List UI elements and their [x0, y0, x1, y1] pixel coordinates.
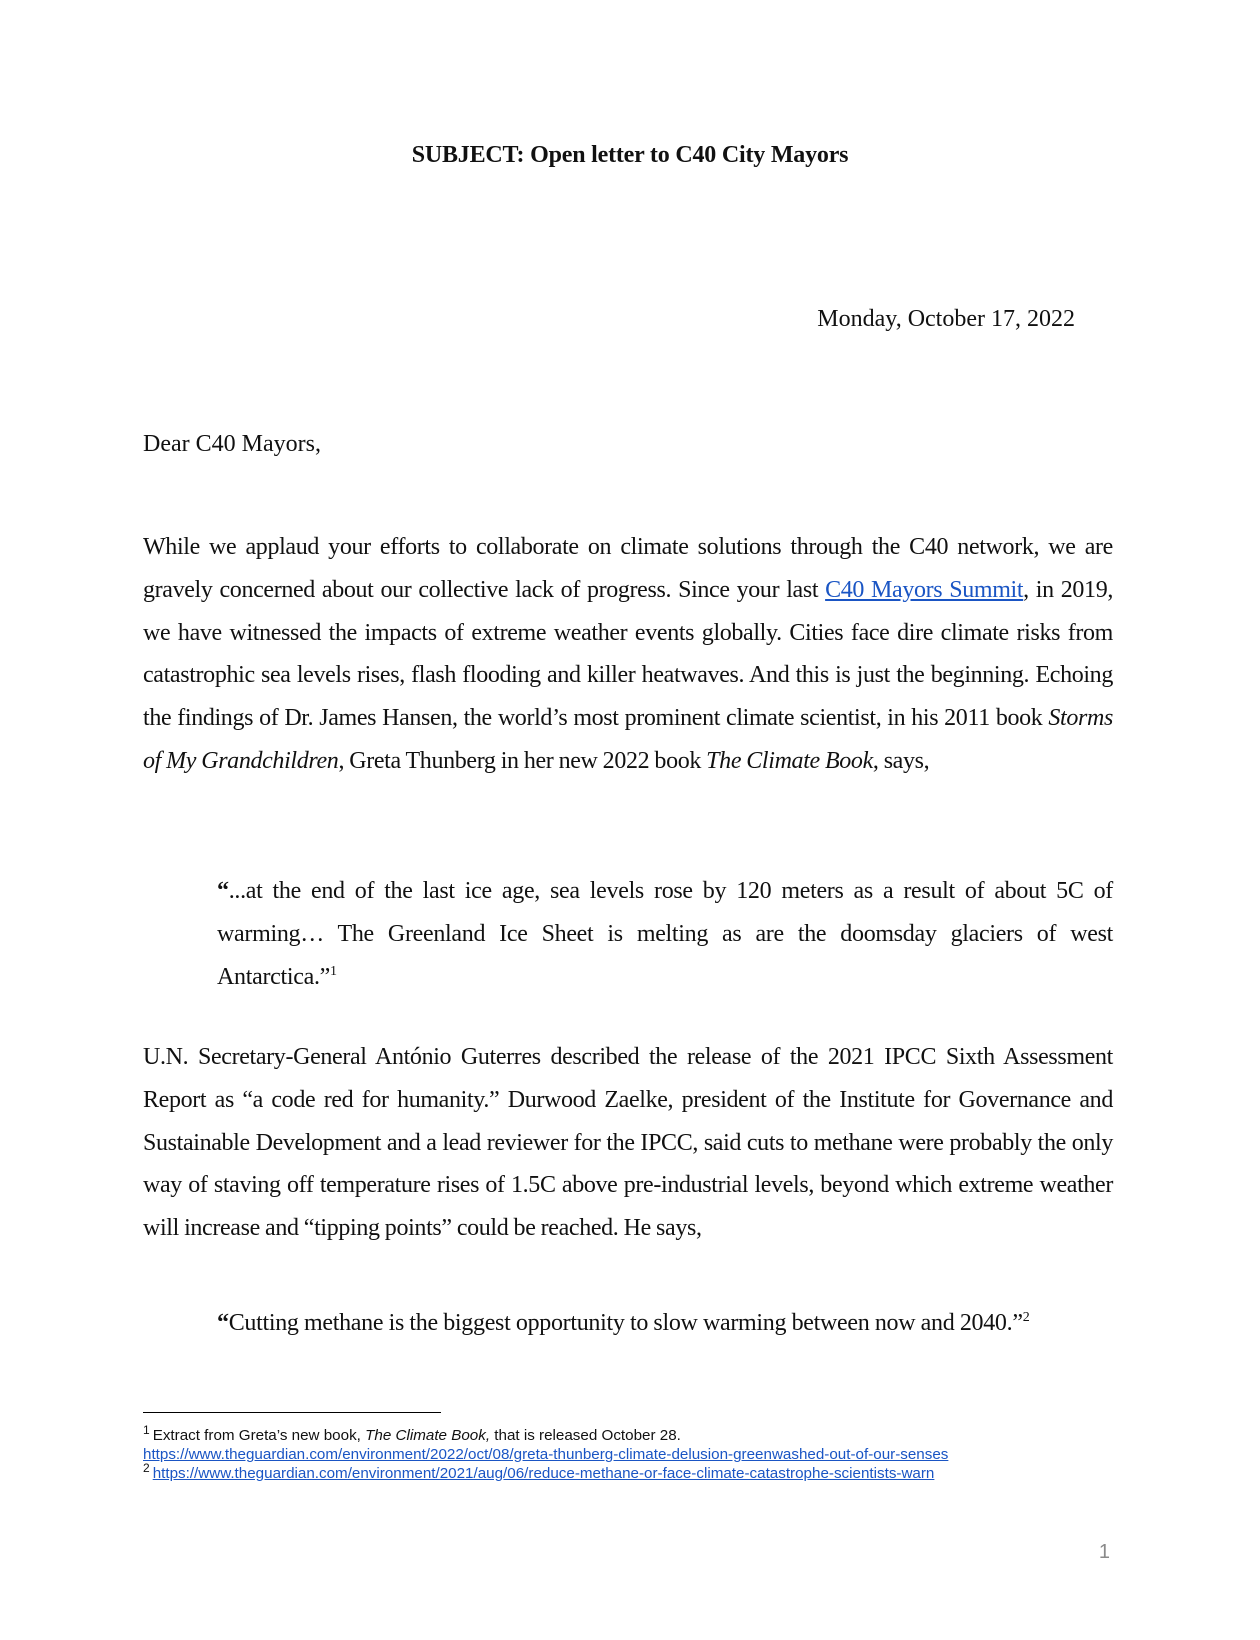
c40-mayors-summit-link[interactable]: C40 Mayors Summit — [825, 576, 1024, 603]
body-paragraph-1 — [143, 526, 1113, 783]
page-number: 1 — [1098, 1541, 1110, 1563]
footnotes — [143, 1422, 1143, 1483]
paragraph-text: , Greta Thunberg in her new 2022 book — [338, 747, 707, 774]
letter-date: Monday, October 17, 2022 — [817, 306, 1075, 332]
book-title-climate-book: The Climate Book — [706, 747, 873, 774]
footnote-2 — [143, 1460, 1143, 1483]
footnote-book-title: The Climate Book, — [365, 1427, 491, 1444]
salutation: Dear C40 Mayors, — [143, 431, 321, 457]
quote-text: Cutting methane is the biggest opportunity to slow warming between now and 2040.” — [228, 1310, 1023, 1336]
body-paragraph-2: U.N. Secretary-General António Guterres described the release of the 2021 IPCC Sixth Assessment Report as “a code red for humanity.” Durwood Zaelke, president of the Institute for Governance and Sustainable Development and a lead reviewer for the IPCC, said cuts to methane were probably the only way of staving off temperature rises of 1.5C above pre-industrial levels, beyond which extreme weather will increase and “tipping points” could be reached. He says, — [143, 1044, 1113, 1242]
book-title-storms: Storms of My Grandchildren — [143, 705, 1113, 774]
block-quote-2 — [217, 1302, 1137, 1345]
paragraph-text: , in 2019, we have witnessed the impacts of extreme weather events globally. Cities face dire climate risks from catastrophic sea levels rises, flash flooding and killer heatwaves. And this is just the beginning. Echoing the findings of Dr. James Hansen, the world’s most prominent climate scientist, in his 2011 book — [143, 576, 1113, 732]
footnote-ref-1[interactable]: 1 — [330, 963, 337, 979]
quote-open-mark: “ — [217, 878, 229, 904]
footnote-1 — [143, 1422, 1143, 1464]
quote-open-mark: “ — [217, 1310, 229, 1336]
footnote-number: 1 — [143, 1422, 150, 1437]
footnote-number: 2 — [143, 1460, 150, 1475]
letter-subject: SUBJECT: Open letter to C40 City Mayors — [411, 142, 849, 168]
footnote-2-url-link[interactable]: https://www.theguardian.com/environment/2021/aug/06/reduce-methane-or-face-climate-catastrophe-scientists-warn — [152, 1465, 935, 1482]
block-quote-1 — [217, 870, 1113, 998]
footnote-separator — [143, 1412, 441, 1413]
footnote-ref-2[interactable]: 2 — [1022, 1310, 1030, 1325]
quote-text: ...at the end of the last ice age, sea levels rose by 120 meters as a result of about 5C of warming… The Greenland Ice Sheet is melting as are the doomsday glaciers of west Antarctica.” — [217, 878, 1113, 990]
paragraph-text: While we applaud your efforts to collaborate on climate solutions through the C40 network, we are gravely concerned about our collective lack of progress. Since your last — [143, 534, 1113, 603]
footnote-1-url-link[interactable]: https://www.theguardian.com/environment/2022/oct/08/greta-thunberg-climate-delusion-greenwashed-out-of-our-senses — [143, 1446, 949, 1463]
footnote-text: Extract from Greta’s new book, — [152, 1427, 366, 1444]
paragraph-text: , says, — [872, 747, 930, 774]
footnote-text: that is released October 28. — [490, 1427, 681, 1444]
